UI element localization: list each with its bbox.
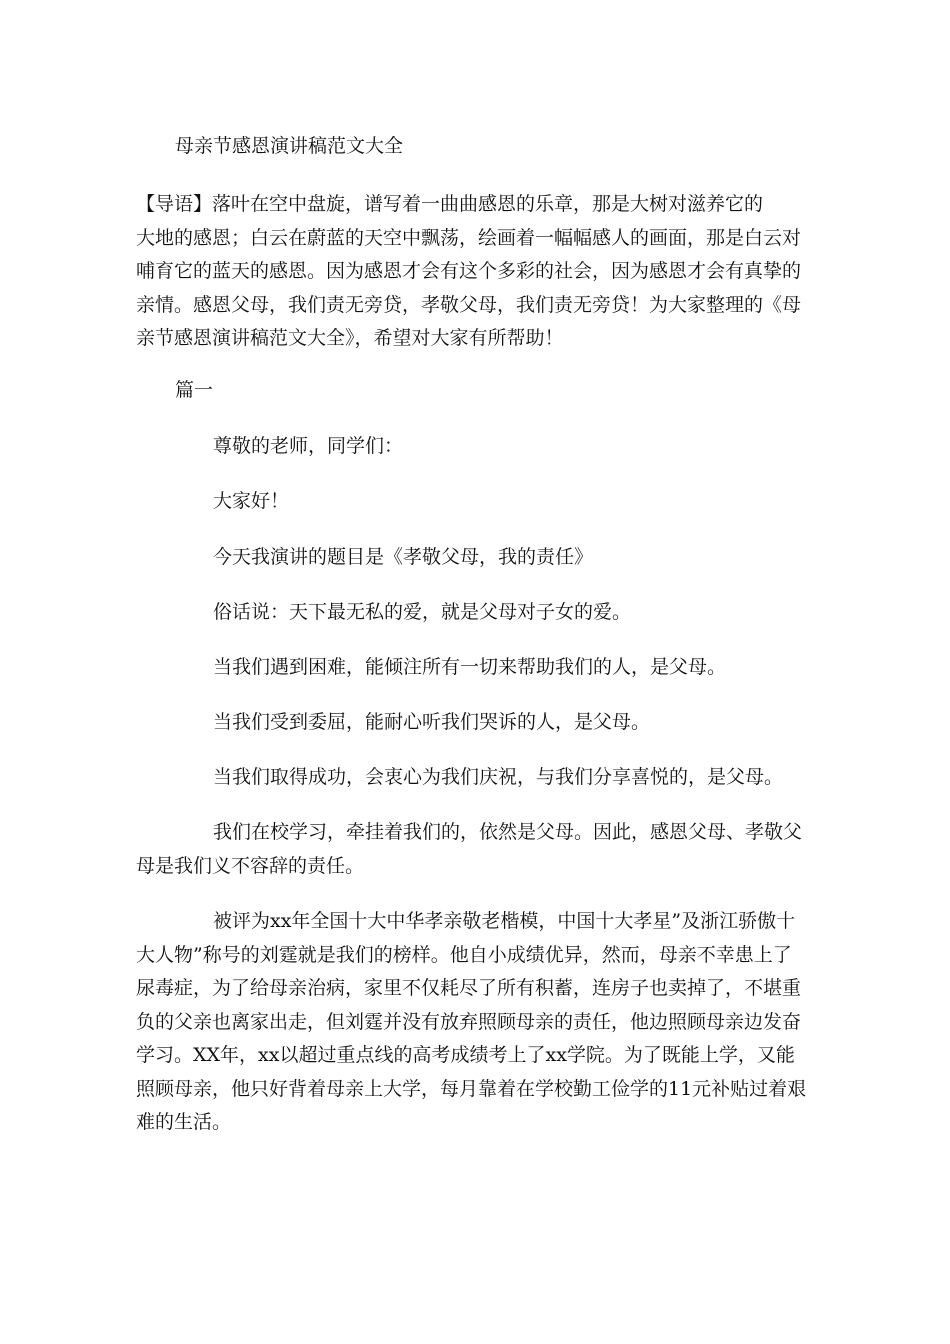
intro-line: 哺育它的蓝天的感恩。因为感恩才会有这个多彩的社会，因为感恩才会有真挚的 (136, 260, 802, 282)
section-heading: 篇一 (175, 379, 214, 401)
parents-line-2: 当我们受到委屈，能耐心听我们哭诉的人，是父母。 (213, 711, 651, 733)
salutation: 尊敬的老师，同学们： (213, 435, 404, 457)
intro-line: 【导语】落叶在空中盘旋，谱写着一曲曲感恩的乐章，那是大树对滋养它的 (136, 193, 764, 215)
greeting: 大家好！ (213, 490, 290, 512)
parents-line-3: 当我们取得成功，会衷心为我们庆祝，与我们分享喜悦的，是父母。 (213, 766, 784, 788)
intro-line: 亲情。感恩父母，我们责无旁贷，孝敬父母，我们责无旁贷！为大家整理的《母 (136, 294, 802, 316)
story-paragraph-line: 学习。XX年，xx以超过重点线的高考成绩考上了xx学院。为了既能上学，又能 (136, 1044, 795, 1066)
story-paragraph-line: 被评为xx年全国十大中华孝亲敬老楷模，中国十大孝星”及浙江骄傲十 (213, 910, 796, 932)
document-title: 母亲节感恩演讲稿范文大全 (175, 135, 404, 157)
intro-line: 亲节感恩演讲稿范文大全》，希望对大家有所帮助！ (136, 327, 564, 349)
duty-paragraph-line: 母是我们义不容辞的责任。 (136, 855, 365, 877)
story-paragraph-line: 大人物”称号的刘霆就是我们的榜样。他自小成绩优异，然而，母亲不幸患上了 (136, 944, 792, 966)
speech-topic: 今天我演讲的题目是《孝敬父母，我的责任》 (213, 546, 594, 568)
duty-paragraph-line: 我们在校学习，牵挂着我们的，依然是父母。因此，感恩父母、孝敬父 (213, 821, 803, 843)
story-paragraph-line: 尿毒症，为了给母亲治病，家里不仅耗尽了所有积蓄，连房子也卖掉了，不堪重 (136, 977, 802, 999)
intro-line: 大地的感恩；白云在蔚蓝的天空中飘荡，绘画着一幅幅感人的画面，那是白云对 (136, 227, 802, 249)
parents-line-1: 当我们遇到困难，能倾注所有一切来帮助我们的人，是父母。 (213, 656, 727, 678)
story-paragraph-line: 照顾母亲，他只好背着母亲上大学，每月靠着在学校勤工俭学的11元补贴过着艰 (136, 1078, 807, 1100)
story-paragraph-line: 负的父亲也离家出走，但刘霆并没有放弃照顾母亲的责任，他边照顾母亲边发奋 (136, 1011, 802, 1033)
proverb: 俗话说：天下最无私的爱，就是父母对子女的爱。 (213, 601, 632, 623)
story-paragraph-line: 难的生活。 (136, 1111, 232, 1133)
